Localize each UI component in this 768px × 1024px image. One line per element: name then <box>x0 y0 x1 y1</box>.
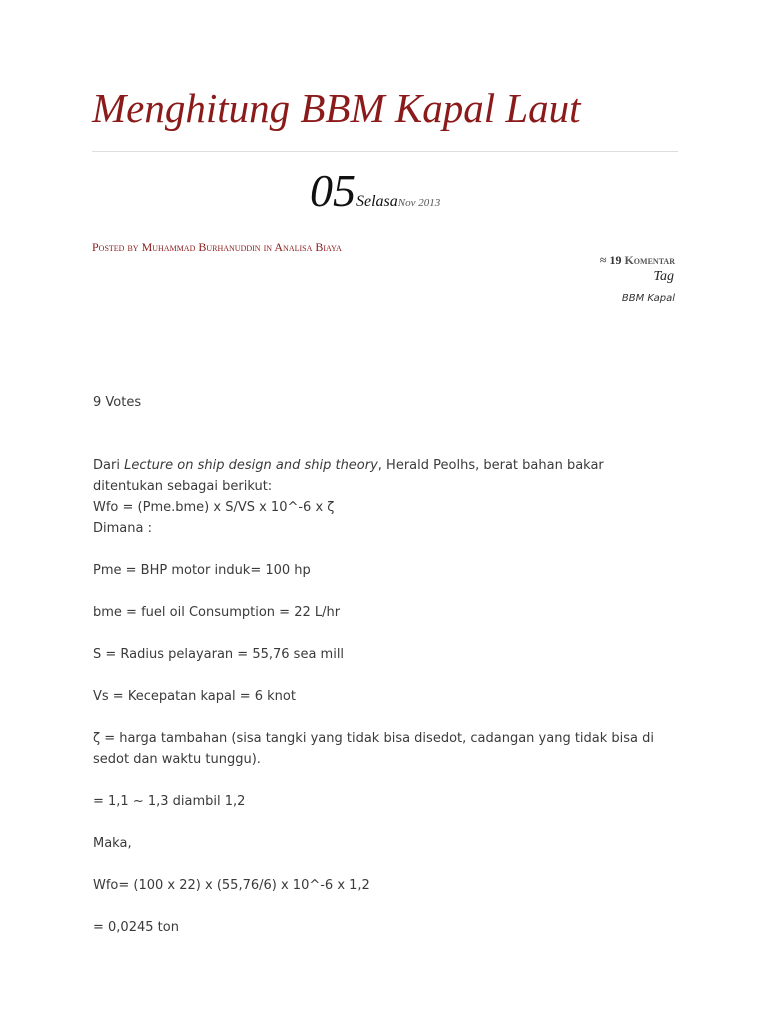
result-line: = 0,0245 ton <box>93 920 179 935</box>
comments-link[interactable] <box>600 253 675 268</box>
post-title: Menghitung BBM Kapal Laut <box>92 85 581 131</box>
tags-heading: Tag <box>653 269 674 284</box>
s-line: S = Radius pelayaran = 55,76 sea mill <box>93 647 345 662</box>
post-meta <box>92 240 342 255</box>
bme-line: bme = fuel oil Consumption = 22 L/hr <box>93 605 341 620</box>
date-month-year: Nov 2013 <box>397 197 441 209</box>
zeta-value-line: = 1,1 ~ 1,3 diambil 1,2 <box>93 794 246 809</box>
author-link[interactable]: Muhammad Burhanuddin <box>141 240 261 254</box>
pme-line: Pme = BHP motor induk= 100 hp <box>93 563 311 578</box>
post-date <box>310 165 441 216</box>
vs-line: Vs = Kecepatan kapal = 6 knot <box>93 689 296 704</box>
zeta-line: ζ = harga tambahan (sisa tangki yang tidak bisa disedot, cadangan yang tidak bisa di sedot dan waktu tunggu). <box>93 731 655 767</box>
tag-link-bbm-kapal[interactable]: BBM Kapal <box>621 293 675 304</box>
intro-paragraph <box>93 455 663 497</box>
date-weekday: Selasa <box>356 193 398 210</box>
maka-line: Maka, <box>93 836 132 851</box>
posted-by-label: Posted by <box>92 240 139 254</box>
post-content <box>93 392 663 938</box>
intro-source: Lecture on ship design and ship theory <box>124 458 378 473</box>
in-label: in <box>263 240 273 254</box>
date-day: 05 <box>310 165 356 216</box>
intro-prefix: Dari <box>93 458 125 473</box>
category-link[interactable]: Analisa Biaya <box>274 240 342 254</box>
title-divider <box>92 151 678 152</box>
intro-suffix: , Herald Peolhs, berat bahan bakar ditentukan sebagai berikut: <box>93 458 604 494</box>
formula-line: Wfo = (Pme.bme) x S/VS x 10^-6 x ζ <box>93 500 335 515</box>
comments-label: Komentar <box>624 253 675 267</box>
rating-votes[interactable]: 9 Votes <box>93 395 142 410</box>
comments-count: 19 <box>609 253 622 267</box>
dimana-line: Dimana : <box>93 521 152 536</box>
calc-line: Wfo= (100 x 22) x (55,76/6) x 10^-6 x 1,2 <box>93 878 370 893</box>
comments-icon: ≈ <box>599 253 607 267</box>
